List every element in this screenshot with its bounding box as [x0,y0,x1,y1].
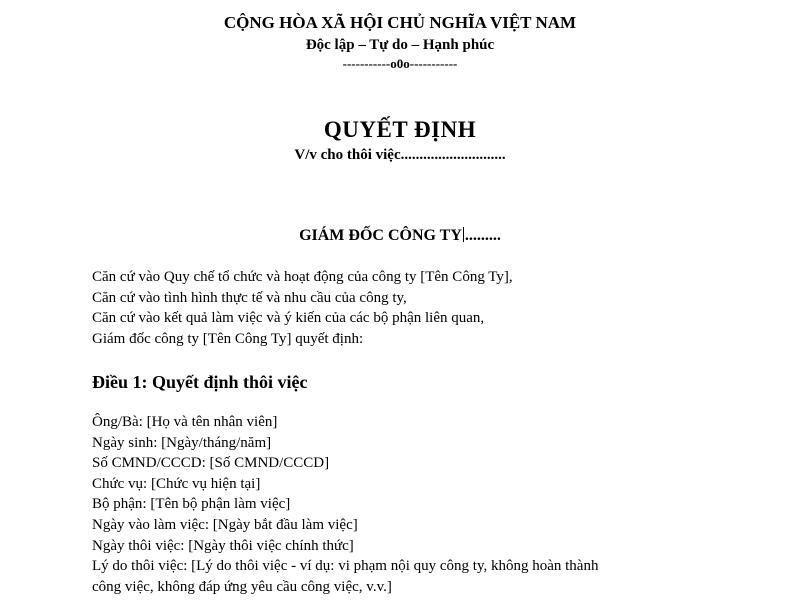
ground-line: Căn cứ vào tình hình thực tế và nhu cầu của công ty, [92,289,407,306]
national-title: CỘNG HÒA XÃ HỘI CHỦ NGHĨA VIỆT NAM [223,13,577,32]
detail-reason-continued: công việc, không đáp ứng yêu cầu công việc, v.v.] [92,578,392,595]
ground-line: Căn cứ vào kết quả làm việc và ý kiến của các bộ phận liên quan, [92,310,485,327]
issuer-name: GIÁM ĐỐC CÔNG TY [299,227,462,244]
detail-birthdate: Ngày sinh: [Ngày/tháng/năm] [92,434,272,451]
ground-line: Giám đốc công ty [Tên Công Ty] quyết định: [92,330,364,347]
detail-reason: Lý do thôi việc: [Lý do thôi việc - ví dụ: vi phạm nội quy công ty, không hoàn thành [92,558,599,575]
detail-department: Bộ phận: [Tên bộ phận làm việc] [92,496,291,513]
decision-subject: V/v cho thôi việc............................ [294,147,506,163]
detail-start-date: Ngày vào làm việc: [Ngày bắt đầu làm việc] [92,516,358,533]
ground-line: Căn cứ vào Quy chế tổ chức và hoạt động của công ty [Tên Công Ty], [92,269,513,285]
legal-grounds [92,267,772,349]
header-divider: -----------o0o----------- [342,56,458,71]
text-cursor [463,227,464,242]
national-motto: Độc lập – Tự do – Hạnh phúc [305,37,495,53]
detail-id-number: Số CMND/CCCD: [Số CMND/CCCD] [92,455,330,472]
employee-details [92,412,772,597]
issuer-placeholder: ......... [464,227,501,244]
article-1-heading: Điều 1: Quyết định thôi việc [92,372,308,392]
detail-end-date: Ngày thôi việc: [Ngày thôi việc chính thức] [92,537,354,554]
detail-position: Chức vụ: [Chức vụ hiện tại] [92,475,261,492]
detail-name: Ông/Bà: [Họ và tên nhân viên] [92,414,278,430]
decision-title: QUYẾT ĐỊNH [323,117,477,142]
decision-issuer[interactable] [0,225,800,247]
